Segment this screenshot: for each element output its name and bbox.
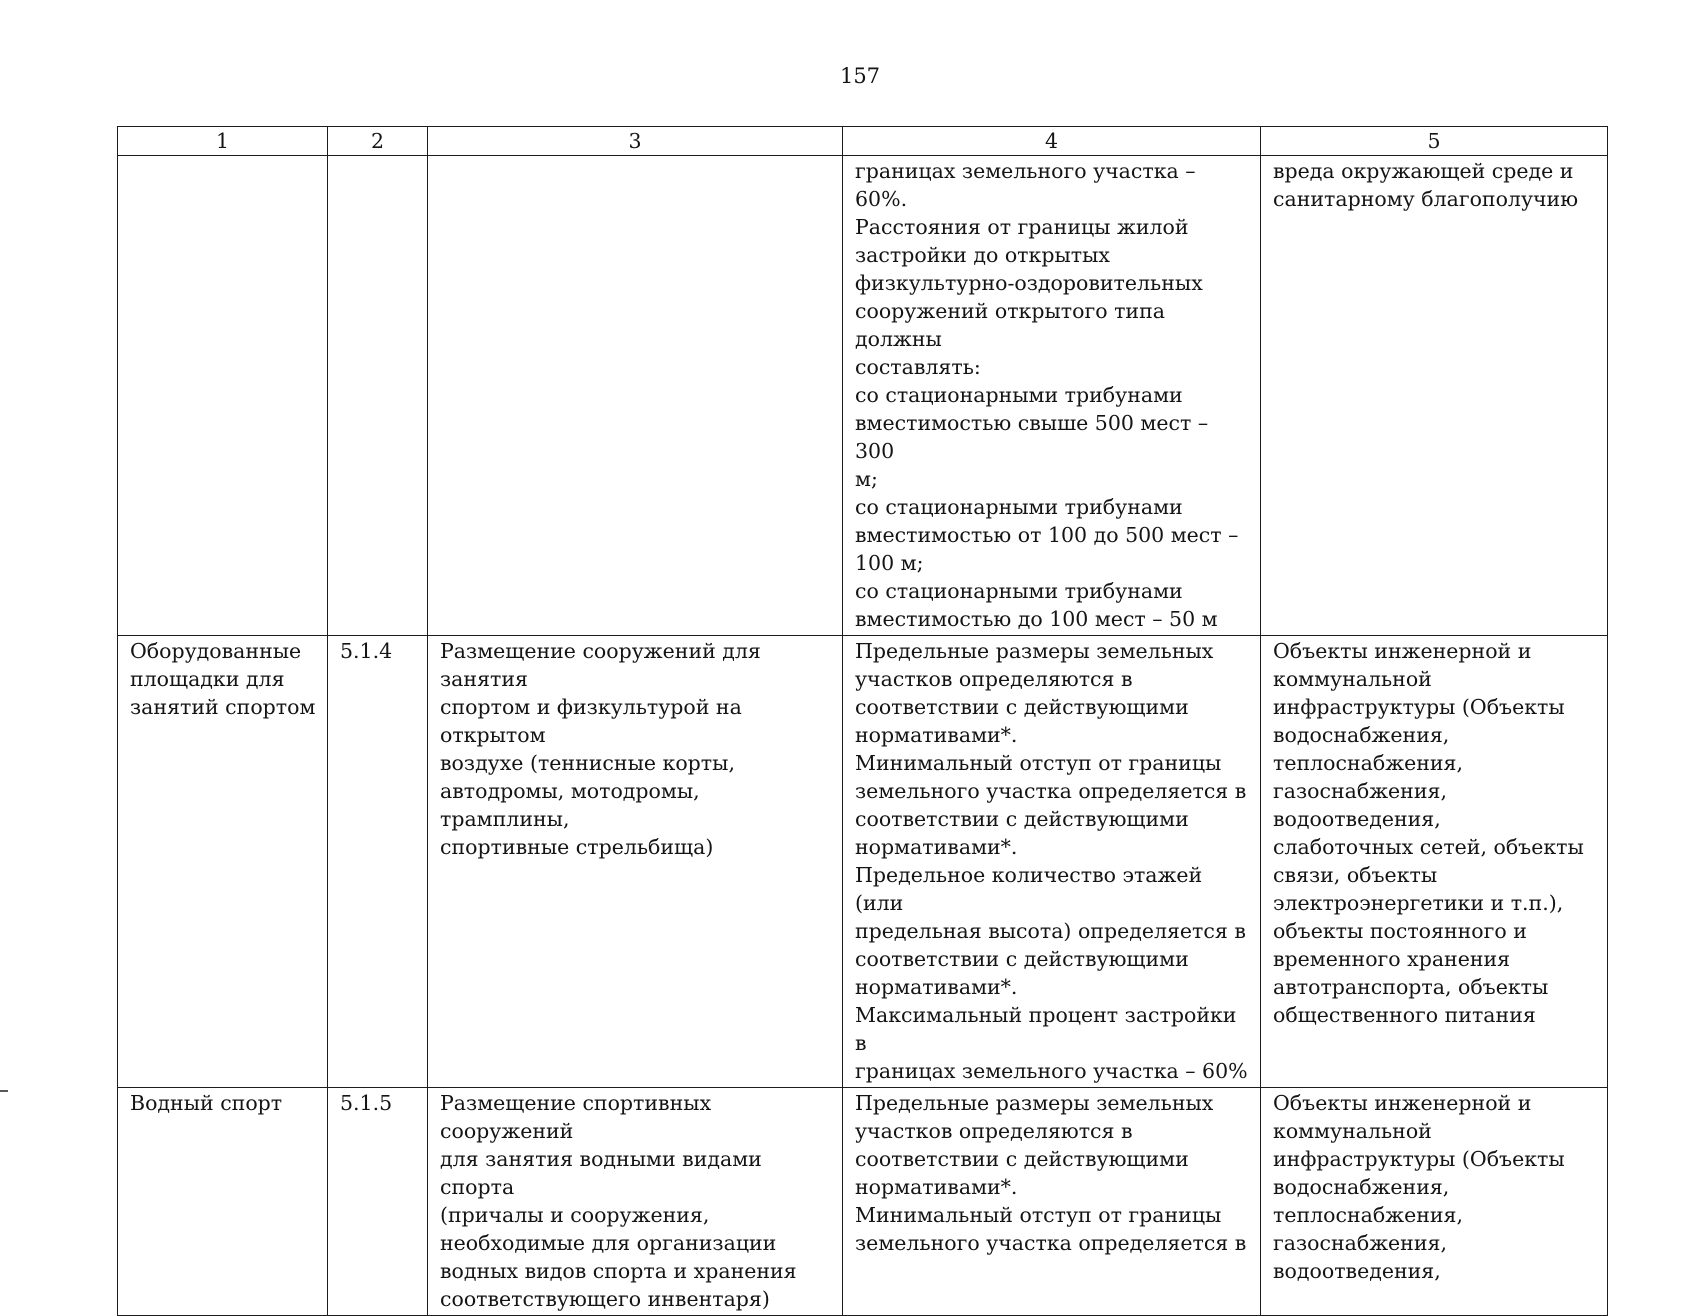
- use-description-cell: Размещение сооружений для занятия спортом и физкультурой на открытом воздухе (теннисные корты, автодромы, мотодромы, трамплины, спортивные стрельбища): [428, 636, 843, 1088]
- use-name-cell: Оборудованные площадки для занятий спортом: [118, 636, 328, 1088]
- use-code-cell: [328, 156, 428, 636]
- parameters-cell: границах земельного участка – 60%. Расстояния от границы жилой застройки до открытых физкультурно-оздоровительных сооружений открытого типа должны составлять: со стационарными трибунами вместимостью свыше 500 мест – 300 м; со стационарными трибунами вместимостью от 100 до 500 мест – 100 м; со стационарными трибунами вместимостью до 100 мест – 50 м: [843, 156, 1261, 636]
- use-name-cell: [118, 156, 328, 636]
- column-number-row: [118, 127, 1608, 156]
- table-row: [118, 636, 1608, 1088]
- column-number: 2: [328, 127, 428, 156]
- use-code-cell: 5.1.5: [328, 1088, 428, 1316]
- use-code-cell: 5.1.4: [328, 636, 428, 1088]
- restrictions-cell: вреда окружающей среде и санитарному благополучию: [1261, 156, 1608, 636]
- column-number: 5: [1261, 127, 1608, 156]
- parameters-cell: Предельные размеры земельных участков определяются в соответствии с действующими нормативами*. Минимальный отступ от границы земельного участка определяется в соответствии с действующими нормативами*. Предельное количество этажей (или предельная высота) определяется в соответствии с действующими нормативами*. Максимальный процент застройки в границах земельного участка – 60%: [843, 636, 1261, 1088]
- table-row: [118, 156, 1608, 636]
- restrictions-cell: Объекты инженерной и коммунальной инфраструктуры (Объекты водоснабжения, теплоснабжения, газоснабжения, водоотведения,: [1261, 1088, 1608, 1316]
- use-name-cell: Водный спорт: [118, 1088, 328, 1316]
- column-number: 3: [428, 127, 843, 156]
- use-description-cell: [428, 156, 843, 636]
- use-description-cell: Размещение спортивных сооружений для занятия водными видами спорта (причалы и сооружения, необходимые для организации водных видов спорта и хранения соответствующего инвентаря): [428, 1088, 843, 1316]
- parameters-cell: Предельные размеры земельных участков определяются в соответствии с действующими нормативами*. Минимальный отступ от границы земельного участка определяется в: [843, 1088, 1261, 1316]
- margin-mark: [0, 1090, 8, 1092]
- column-number: 4: [843, 127, 1261, 156]
- column-number: 1: [118, 127, 328, 156]
- land-use-table: [117, 126, 1608, 1316]
- restrictions-cell: Объекты инженерной и коммунальной инфраструктуры (Объекты водоснабжения, теплоснабжения, газоснабжения, водоотведения, слаботочных сетей, объекты связи, объекты электроэнергетики и т.п.), объекты постоянного и временного хранения автотранспорта, объекты общественного питания: [1261, 636, 1608, 1088]
- page-number: 157: [839, 64, 881, 88]
- table-row: [118, 1088, 1608, 1316]
